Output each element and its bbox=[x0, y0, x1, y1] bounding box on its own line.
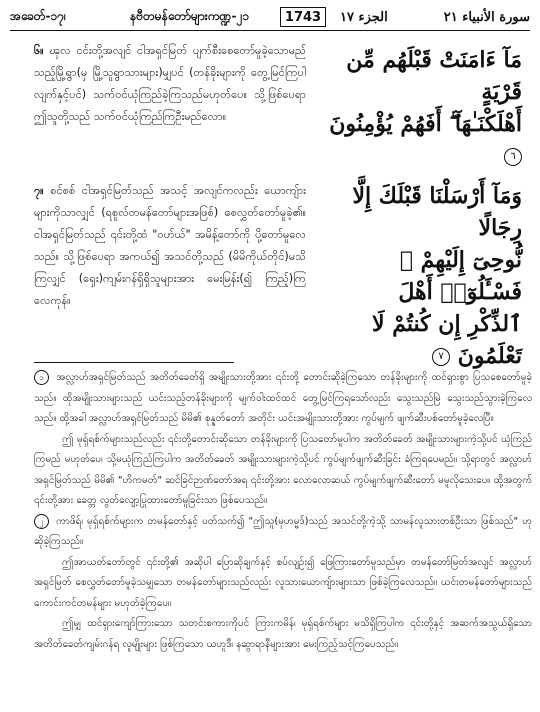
verse-7-text: စင်စစ် ငါအရှင်မြတ်သည် အသင့် အလျင်ကလည်း ယောကျ်ားများကိုသာလျှင် (ရစူလ်တမန်တော်များအဖြစ်) စေလွှတ်တော်မူခဲ့၏။ ငါအရှင်မြတ်သည် ၎င်းတို့ထံ "ဝဟ်ယ်" အမိန့်တော်ကို ပို့တော်မူလေသည်။ သို့ဖြစ်ပေရာ အကယ်၍ အသင်တို့သည် (မိမိကိုယ်တိုင်)မသိကြလျှင် (ရှေး)ကျမ်းဂန်ရှိရှိသူများအား မေးမြန်း(၍ ကြည့်)ကြလေကုန်။ bbox=[34, 184, 306, 307]
verse-6-number: ၆။ bbox=[34, 44, 44, 57]
footnote-2-paragraph-2: ဤအာယတ်တော်တွင် ၎င်းတို့၏ အဆိုပါ ပြောဆိုချက်နှင့် စပ်လျဉ်း၍ ဖြေကြားတော်မူသည်မှာ တမန်တော်မြတ်အလျင် အလ္လာဟ်အရှင်မြတ် စေလွှတ်တော်မူခဲ့သမျှသော တမန်တော်များသည်လည်း လူသားယောကျ်ားများသာ ဖြစ်ခဲ့ကြလေသည်။ ယင်းတမန်တော်များသည် ကောင်းကင်တမန်များ မဟုတ်ခဲ့ကြပေ။ bbox=[34, 556, 532, 609]
footnote-1-paragraph-2: ဤ မုရှ်ရစ်က်များသည်လည်း ၎င်းတို့တောင်းဆိုသော တန်ခိုးများကို ပြသတော်မူပါက အတိတ်ခေတ် အမျိုးသားများကဲ့သို့ပင် ယုံကြည်ကြမည် မဟုတ်ပေ၊ သို့မယုံကြည်ကြပါက အတိတ်ခေတ် အမျိုးသားများကဲ့သို့ပင် ကွပ်မျက်ဖျက်ဆီးခြင်း ခံကြရပေမည်။ သို့ရာတွင် အလ္လာဟ်အရှင်မြတ်သည် မိမိ၏ "ဟိကမတ်" ဆင်ခြင်ဉာဏ်တော်အရ ၎င်းတို့အား လောလောဆယ် ကွပ်မျက်ဖျက်ဆီးတော် မမူလိုသေးပေ။ ထို့အတွက် ၎င်းတို့အား ခေတ္တ လွတ်လျော့ပြုထားတော်မူခြင်းသာ ဖြစ်ပေသည်။ bbox=[34, 433, 532, 506]
page-header bbox=[10, 6, 530, 28]
surah-label: سورة الأنبياء ٢١ bbox=[443, 9, 530, 25]
verse-6-arabic-line-1: مَآ ءَامَنَتْ قَبْلَهُم مِّن قَرْيَةٍ bbox=[346, 47, 522, 105]
page-number: 1743 bbox=[280, 7, 326, 27]
verse-7-number: ၇။ bbox=[34, 184, 44, 197]
footnote-2 bbox=[34, 512, 532, 553]
verse-6-translation bbox=[34, 40, 306, 128]
verse-6-end-mark: ٦ bbox=[504, 148, 522, 166]
verse-7-arabic-line-1: وَمَآ أَرْسَلْنَا قَبْلَكَ إِلَّا رِجَالًا bbox=[352, 183, 522, 241]
verse-6-text: ၾလ ငင်းတို့အလျင် ငါအရှင်မြတ် ပျက်စီးစေတော်မူခဲ့သောမည်သည့်မြို့ရွာ(မှ မြို့သူရွာသားများ)မျှပင် (တန်ခိုးများကို တွေ့မြင်ကြပါလျက်နှင့်ပင်) သက်ဝင်ယုံကြည်ခဲ့ကြသည်မဟုတ်ပေ။ သို့ဖြစ်ပေရာ ဤသူတို့သည် သက်ဝင်ယုံကြည်ကြဦးမည်လော။ bbox=[34, 44, 306, 123]
verse-7-end-mark: ٧ bbox=[432, 348, 450, 366]
book-label: နဗီတမန်တော်များကဏ္ဍ-၂၁ bbox=[130, 9, 250, 23]
verse-7-translation bbox=[34, 180, 306, 312]
verse-7-arabic-line-2: نُّوحِىٓ إِلَيْهِمْ ۖ فَسْـَٔلُوٓا۟ أَهْلَ bbox=[398, 247, 522, 305]
verse-7-arabic-line-3: ٱلذِّكْرِ إِن كُنتُمْ لَا تَعْلَمُونَ bbox=[372, 311, 522, 369]
footnote-2-paragraph-1: ကာဖိရ်၊ မုရှ်ရစ်က်များက တမန်တော်နှင့် ပတ်သက်၍ "ဤသူ(မုဟမ္မဒ်)သည် အသင်တို့ကဲ့သို့ သာမန်လူသားတစ်ဦးသာ ဖြစ်သည်" ဟု ဆိုခဲ့ကြသည်။ bbox=[34, 515, 532, 547]
header-rule bbox=[10, 30, 530, 31]
chapter-label: အခေတ်-၁၇၊ bbox=[10, 9, 66, 23]
verse-6-arabic-line-2: أَهْلَكْنَـٰهَآ ۖ أَفَهُمْ يُؤْمِنُونَ bbox=[329, 111, 522, 137]
footnote-2-paragraph-3: ဤမျှ ထင်ရှားကျော်ကြားသော သတင်းစကားကိုပင် ကြားကမိန်၊ မုရှ်ရစ်က်များ မသိရှိကြပါက ၎င်းတို့နှင့် အဆက်အသွယ်ရှိသော အတိတ်ခေတ်ကျမ်းဂန်ရ လူမျိုးများ ဖြစ်ကြသော ယဟူဒီ၊ နဆွာရာနီများအား မေးကြည့်သင့်ကြပေသည်။ bbox=[34, 618, 532, 650]
footnote-1-marker: ၁ bbox=[34, 370, 49, 385]
footnote-rule bbox=[34, 362, 234, 363]
footnote-1-paragraph-1: အလ္လာဟ်အရှင်မြတ်သည် အတိတ်ခေတ်ရှိ အမျိုးသားတို့အား ၎င်းတို့ တောင်းဆိုခဲ့ကြသော တန်ခိုးများကို ထင်ရှားစွာ ပြသစေတော်မူခဲ့သည်။ ထိုအမျိုးသားများသည် ယင်းသည့်တန်ခိုးများကို မျက်ဝါးထင်ထင် တွေ့မြင်ကြရသော်လည်း သွေးသည်မြဲ သွေးသည်သွားခဲ့ကြလေသည်။ ထို့အခါ အလ္လာဟ်အရှင်မြတ်သည် မိမိ၏ စုန္နတ်တော် အတိုင်း ယင်းအမျိုးသားတို့အား ကွပ်မျက် ဖျက်ဆီးပစ်တော်မူခဲ့လေပြီ။ bbox=[34, 372, 532, 424]
footnotes bbox=[34, 368, 532, 655]
juz-label: الجزء ١٧ bbox=[340, 9, 388, 25]
verse-7-arabic bbox=[316, 180, 522, 372]
arabic-header bbox=[326, 10, 530, 25]
footnote-1 bbox=[34, 368, 532, 430]
footnote-2-marker: ၂ bbox=[34, 514, 49, 529]
verse-6-arabic bbox=[316, 44, 522, 172]
